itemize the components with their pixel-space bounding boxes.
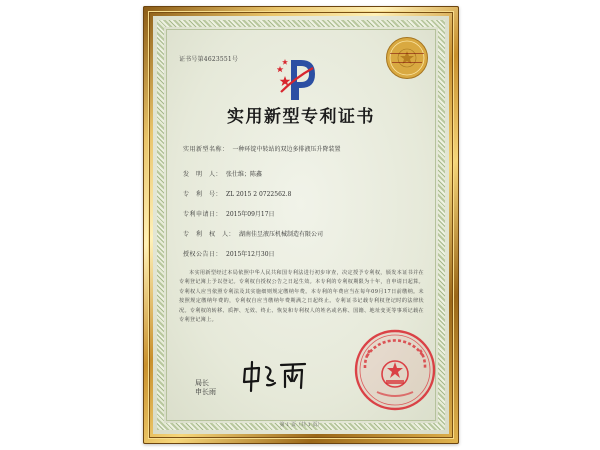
field-label: 发 明 人： xyxy=(183,171,223,178)
certificate-title: 实用新型专利证书 xyxy=(227,107,375,127)
gold-embossed-stamp-icon xyxy=(385,36,429,80)
field-value: 张仕维；陈鑫 xyxy=(226,171,263,178)
field-grant-date xyxy=(183,249,275,258)
field-label: 专 利 号： xyxy=(183,191,223,198)
field-utility-model-name xyxy=(183,144,341,153)
field-value: 一种环锭中转站的双边多排液压升降装置 xyxy=(232,146,341,153)
field-label: 专利申请日： xyxy=(183,211,223,218)
field-value: 2015年12月30日 xyxy=(226,251,275,258)
certificate-number: 证书号第4623551号 xyxy=(179,56,239,63)
field-value: 湖南佳昱液压机械制造有限公司 xyxy=(239,231,324,238)
field-label: 专 利 权 人： xyxy=(183,231,236,238)
page-number: 第 1 页（共 1 页） xyxy=(279,422,323,428)
official-red-seal-icon xyxy=(353,328,437,412)
gold-picture-frame xyxy=(143,6,459,444)
field-inventor xyxy=(183,169,262,178)
patent-office-logo-icon xyxy=(277,56,321,104)
certificate-body-text: 本实用新型经过本局依照中华人民共和国专利法进行初步审查，决定授予专利权，颁发本证书并在专利登记簿上予以登记。专利权自授权公告之日起生效。本专利的专利权期限为十年，自申请日起算。专利权人应当依照专利法及其实施细则规定缴纳年费。本专利的年费应当在每年09月17日前缴纳。未按照规定缴纳年费的，专利权自应当缴纳年费期满之日起终止。专利证书记载专利权登记时的法律状况。专利权的转移、质押、无效、终止、恢复和专利权人的姓名或名称、国籍、地址变更等事项记载在专利登记簿上。 xyxy=(179,270,424,324)
field-application-date xyxy=(183,209,275,218)
director-label: 局长 申长雨 xyxy=(195,379,216,396)
field-label: 实用新型名称： xyxy=(183,146,229,153)
field-patentee xyxy=(183,229,323,238)
field-patent-number xyxy=(183,189,291,198)
certificate-paper xyxy=(153,16,449,434)
field-value: 2015年09月17日 xyxy=(226,211,275,218)
field-value: ZL 2015 2 0722562.8 xyxy=(226,191,292,198)
director-signature-icon xyxy=(239,359,309,393)
field-label: 授权公告日： xyxy=(183,251,223,258)
